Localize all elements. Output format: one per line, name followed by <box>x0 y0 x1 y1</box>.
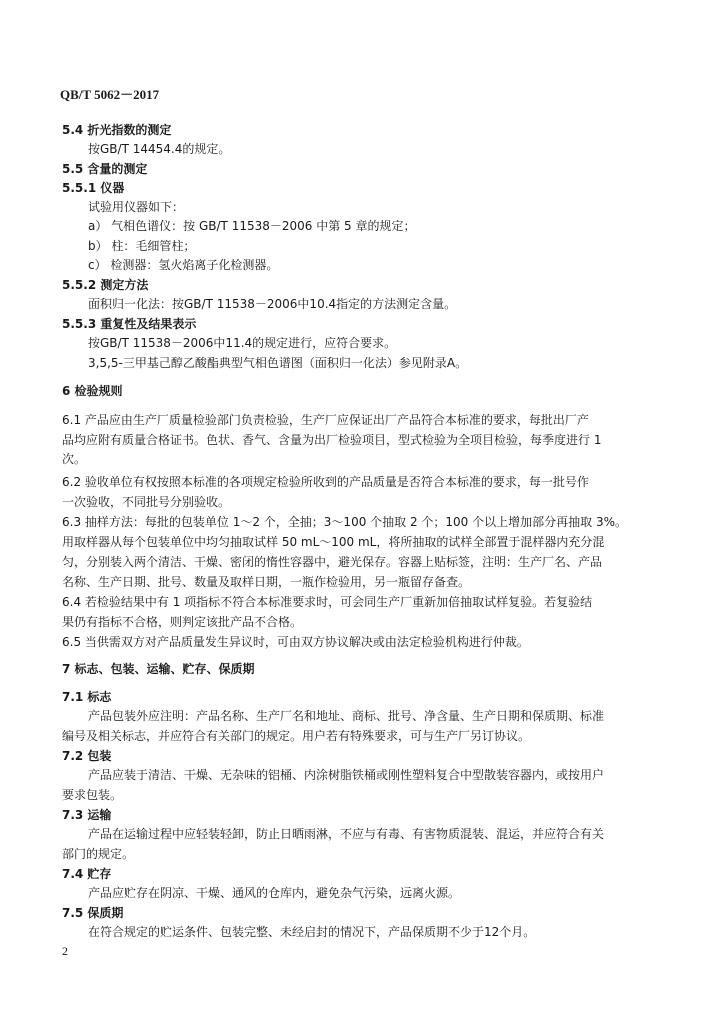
body-text-line: 名称、生产日期、批号、数量及取样日期，一瓶作检验用，另一瓶留存备查。 <box>62 575 471 589</box>
body-text-line: 产品应装于清洁、干燥、无杂味的铝桶、内涂树脂铁桶或刚性塑料复合中型散装容器内，或按用户 <box>88 768 605 782</box>
body-text-line: 6.2 验收单位有权按照本标准的各项规定检验所收到的产品质量是否符合本标准的要求，每一批号作 <box>62 475 589 489</box>
body-text-line: 6.5 当供需双方对产品质量发生异议时，可由双方协议解决或由法定检验机构进行仲裁。 <box>62 635 529 649</box>
body-text-line: 次。 <box>62 452 87 466</box>
section-heading: 7 标志、包装、运输、贮存、保质期 <box>62 662 255 676</box>
body-text-line: 面积归一化法：按GB/T 11538－2006中10.4指定的方法测定含量。 <box>88 297 457 311</box>
body-text-line: a） 气相色谱仪：按 GB/T 11538－2006 中第 5 章的规定； <box>88 219 416 233</box>
section-heading: 5.5.2 测定方法 <box>62 278 149 292</box>
section-heading: 7.2 包装 <box>62 749 112 763</box>
body-text-line: 按GB/T 11538－2006中11.4的规定进行，应符合要求。 <box>88 336 397 350</box>
section-heading: 6 检验规则 <box>62 384 123 398</box>
body-text-line: 用取样器从每个包装单位中均匀抽取试样 50 mL～100 mL，将所抽取的试样全部置于混样器内充分混 <box>62 535 605 549</box>
section-heading: 5.4 折光指数的测定 <box>62 123 172 137</box>
body-text-line: 部门的规定。 <box>62 847 135 861</box>
body-text-line: 6.1 产品应由生产厂质量检验部门负责检验，生产厂应保证出厂产品符合本标准的要求，每批出厂产 <box>62 413 589 427</box>
section-heading: 7.3 运输 <box>62 808 112 822</box>
body-text-line: 6.4 若检验结果中有 1 项指标不符合本标准要求时，可会同生产厂重新加倍抽取试样复验。若复验结 <box>62 595 593 609</box>
body-text-line: 在符合规定的贮运条件、包装完整、未经启封的情况下，产品保质期不少于12个月。 <box>88 925 536 939</box>
body-text-line: 3,5,5-三甲基己醇乙酸酯典型气相色谱图（面积归一化法）参见附录A。 <box>88 356 468 370</box>
body-text-line: 产品应贮存在阴凉、干燥、通风的仓库内，避免杂气污染，远离火源。 <box>88 886 461 900</box>
section-heading: 5.5.1 仪器 <box>62 181 125 195</box>
body-text-line: 产品在运输过程中应轻装轻卸，防止日晒雨淋，不应与有毒、有害物质混装、混运，并应符合有关 <box>88 827 605 841</box>
body-text-line: 按GB/T 14454.4的规定。 <box>88 142 231 156</box>
body-text-line: 果仍有指标不合格，则判定该批产品不合格。 <box>62 615 303 629</box>
body-text-line: 一次验收，不同批号分别验收。 <box>62 495 231 509</box>
section-heading: 5.5 含量的测定 <box>62 162 148 176</box>
section-heading: 7.4 贮存 <box>62 867 112 881</box>
body-text-line: 品均应附有质量合格证书。色状、香气、含量为出厂检验项目，型式检验为全项目检验，每季度进行 1 <box>62 433 602 447</box>
body-text-line: 编号及相关标志，并应符合有关部门的规定。用户若有特殊要求，可与生产厂另订协议。 <box>62 729 531 743</box>
section-heading: 7.1 标志 <box>62 690 112 704</box>
body-text-line: 匀，分别装入两个清洁、干燥、密闭的惰性容器中，避光保存。容器上贴标签，注明：生产厂名、产品 <box>62 555 603 569</box>
body-text-line: 试验用仪器如下： <box>88 200 185 214</box>
body-text-line: 要求包装。 <box>62 788 123 802</box>
standard-code: QB/T 5062－2017 <box>60 87 160 102</box>
body-text-line: 6.3 抽样方法：每批的包装单位 1～2 个，全抽；3～100 个抽取 2 个；100 个以上增加部分再抽取 3%。 <box>62 515 627 529</box>
section-heading: 5.5.3 重复性及结果表示 <box>62 317 197 331</box>
body-text-line: 产品包装外应注明：产品名称、生产厂名和地址、商标、批号、净含量、生产日期和保质期、标准 <box>88 709 605 723</box>
body-text-line: c） 检测器：氢火焰离子化检测器。 <box>88 258 279 272</box>
page-number: 2 <box>62 944 68 958</box>
section-heading: 7.5 保质期 <box>62 906 124 920</box>
body-text-line: b） 柱：毛细管柱； <box>88 239 196 253</box>
